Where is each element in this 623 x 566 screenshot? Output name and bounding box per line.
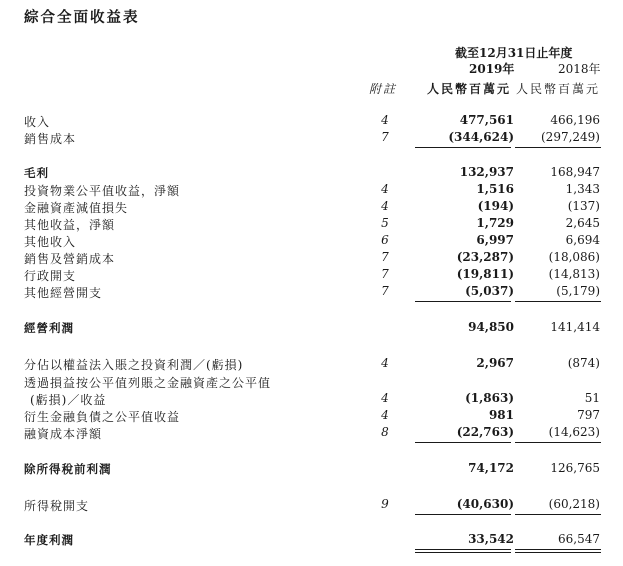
value-2019: 1,516: [476, 182, 514, 196]
row-finance-costs: [0, 425, 623, 443]
value-2019: (23,287): [456, 250, 514, 264]
value-2018: 1,343: [565, 182, 600, 196]
value-2018: 466,196: [550, 113, 600, 127]
value-2018: 6,694: [565, 233, 600, 247]
row-note: 5: [381, 216, 389, 230]
row-other-income: [0, 233, 623, 251]
row-label: (虧損)／收益: [30, 393, 107, 407]
row-label: 收入: [24, 115, 51, 129]
value-2019: 981: [488, 408, 514, 422]
value-2018: (5,179): [556, 284, 600, 298]
value-2018: 66,547: [558, 532, 600, 546]
value-2018: 126,765: [550, 461, 600, 475]
value-2018: (297,249): [541, 130, 600, 144]
statement-title: 綜合全面收益表: [24, 10, 140, 26]
row-label: 其他經營開支: [24, 286, 103, 300]
subtotal-rule-2019: [415, 301, 511, 302]
value-2019: 477,561: [459, 113, 514, 127]
row-fvtpl-heading: [0, 374, 623, 392]
row-profit-for-year: [0, 532, 623, 550]
row-label: 其他收入: [24, 235, 77, 249]
subtotal-rule-2018: [515, 301, 601, 302]
row-note: 7: [381, 267, 389, 281]
row-operating-profit: [0, 320, 623, 338]
value-2019: (19,811): [456, 267, 514, 281]
value-2018: 168,947: [550, 165, 600, 179]
value-2019: (194): [477, 199, 514, 213]
row-fvtpl-loss-gain: [0, 391, 623, 409]
row-note: 7: [381, 250, 389, 264]
value-2019: (22,763): [456, 425, 514, 439]
row-share-of-equity-investments: [0, 356, 623, 374]
row-gross-profit: [0, 165, 623, 183]
value-2018: (60,218): [548, 497, 600, 511]
year-2019-header: 2019年: [469, 62, 515, 76]
row-label: 衍生金融負債之公平值收益: [24, 410, 181, 424]
row-label: 除所得稅前利潤: [24, 462, 112, 476]
subtotal-rule-2018: [515, 514, 601, 515]
row-label: 行政開支: [24, 269, 77, 283]
row-note: 7: [381, 130, 389, 144]
row-note: 4: [381, 199, 389, 213]
row-note: 4: [381, 356, 389, 370]
row-label: 融資成本淨額: [24, 427, 103, 441]
row-label: 年度利潤: [24, 533, 74, 547]
row-label: 投資物業公平值收益，淨額: [24, 184, 181, 198]
row-label: 銷售成本: [24, 132, 77, 146]
subtotal-rule-2019: [415, 147, 511, 148]
row-label: 銷售及營銷成本: [24, 252, 116, 266]
row-label: 其他收益，淨額: [24, 218, 116, 232]
value-2019: (40,630): [456, 497, 514, 511]
row-note: 4: [381, 182, 389, 196]
row-label: 透過損益按公平值列賬之金融資產之公平值: [24, 376, 272, 390]
row-label: 金融資產減值損失: [24, 201, 129, 215]
row-income-tax: [0, 497, 623, 515]
row-note: 6: [381, 233, 389, 247]
value-2019: 94,850: [468, 320, 514, 334]
row-derivative-gain: [0, 408, 623, 426]
value-2019: 6,997: [476, 233, 514, 247]
row-note: 4: [381, 408, 389, 422]
year-2018-header: 2018年: [558, 62, 601, 76]
row-note: 8: [381, 425, 389, 439]
row-label: 經營利潤: [24, 321, 74, 335]
value-2018: 51: [584, 391, 600, 405]
value-2019: (344,624): [448, 130, 514, 144]
row-note: 4: [381, 113, 389, 127]
subtotal-rule-2019: [415, 442, 511, 443]
period-header: 截至12月31日止年度: [455, 46, 573, 60]
row-note: 9: [381, 497, 389, 511]
value-2019: 33,542: [468, 532, 514, 546]
value-2018: (14,623): [548, 425, 600, 439]
row-other-gains: [0, 216, 623, 234]
row-admin-expenses: [0, 267, 623, 285]
subtotal-rule-2018: [515, 442, 601, 443]
value-2019: (1,863): [465, 391, 514, 405]
value-2019: (5,037): [465, 284, 514, 298]
row-label: 所得稅開支: [24, 499, 90, 513]
value-2019: 2,967: [476, 356, 514, 370]
row-note: 4: [381, 391, 389, 405]
note-column-header: 附註: [369, 82, 398, 96]
value-2019: 74,172: [468, 461, 514, 475]
value-2019: 132,937: [459, 165, 514, 179]
subtotal-rule-2018: [515, 147, 601, 148]
row-other-operating-expenses: [0, 284, 623, 302]
value-2018: 141,414: [550, 320, 600, 334]
row-label: 分佔以權益法入賬之投資利潤／(虧損): [24, 358, 244, 372]
row-label: 毛利: [24, 166, 49, 180]
row-cost-of-sales: [0, 130, 623, 148]
unit-2018-header: 人民幣百萬元: [516, 82, 601, 96]
unit-2019-header: 人民幣百萬元: [427, 82, 512, 96]
value-2018: 2,645: [565, 216, 600, 230]
value-2018: 797: [577, 408, 600, 422]
total-double-rule-2018: [515, 549, 601, 553]
row-note: 7: [381, 284, 389, 298]
subtotal-rule-2019: [415, 514, 511, 515]
total-double-rule-2019: [415, 549, 511, 553]
value-2018: (18,086): [548, 250, 600, 264]
row-impairment-loss: [0, 199, 623, 217]
value-2018: (874): [567, 356, 600, 370]
value-2018: (14,813): [548, 267, 600, 281]
value-2019: 1,729: [476, 216, 514, 230]
value-2018: (137): [567, 199, 600, 213]
row-revenue: [0, 113, 623, 131]
row-selling-marketing: [0, 250, 623, 268]
row-investment-property-gain: [0, 182, 623, 200]
row-profit-before-tax: [0, 461, 623, 479]
